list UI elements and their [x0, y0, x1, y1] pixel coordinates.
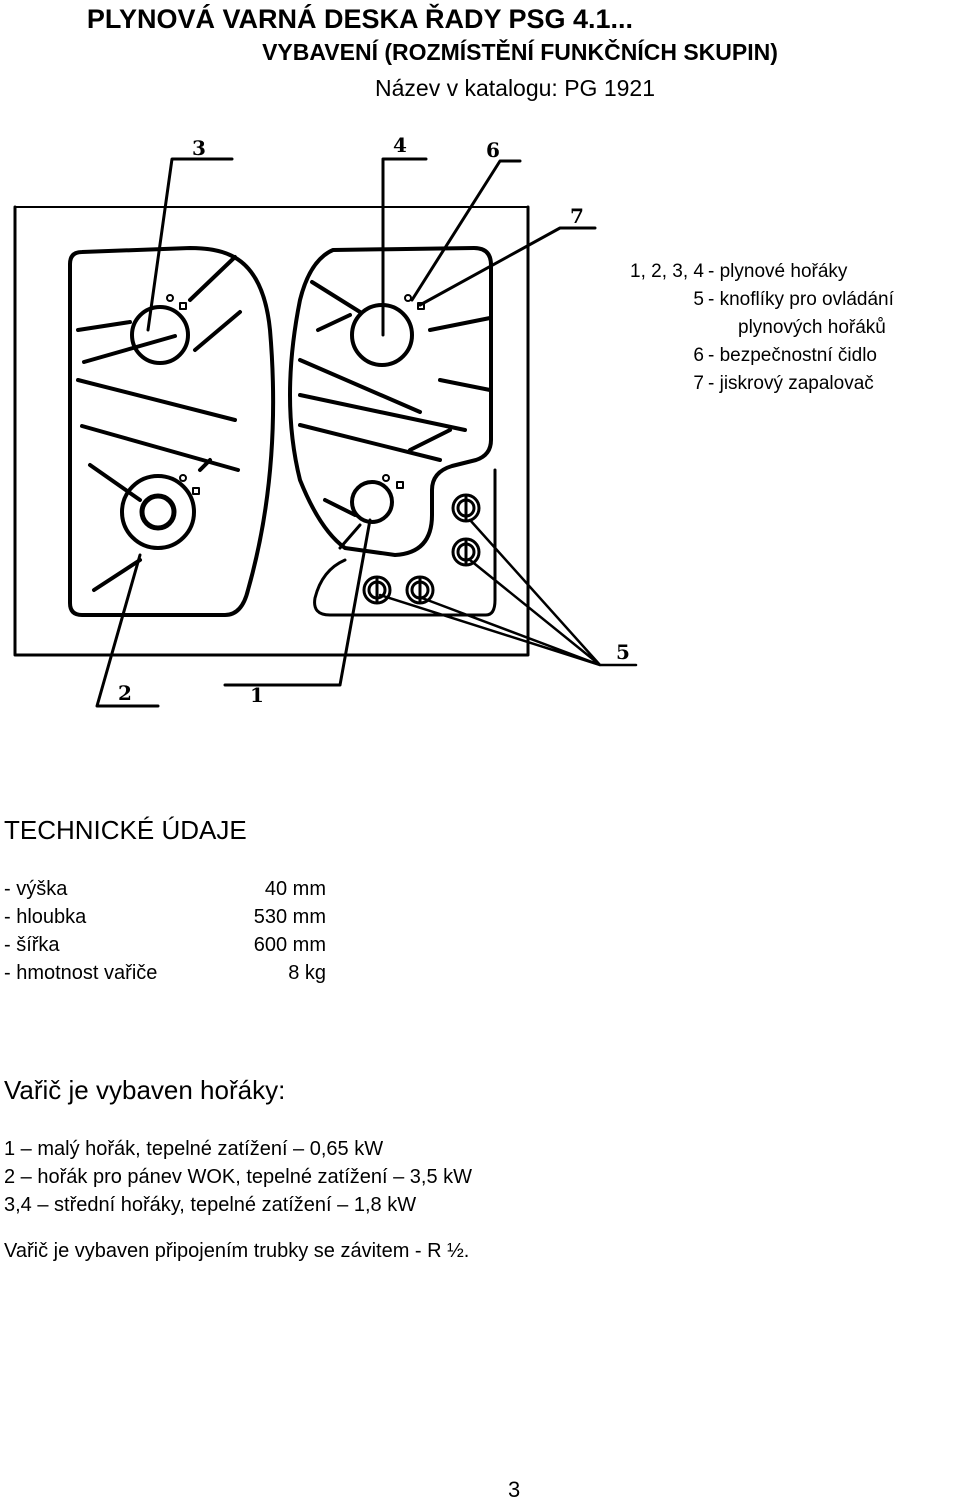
tech-label: - výška	[4, 878, 68, 900]
tech-row	[4, 903, 326, 931]
legend-key: 6	[693, 345, 704, 366]
burners-heading: Vařič je vybaven hořáky:	[4, 1075, 286, 1105]
tech-row	[4, 875, 326, 903]
legend-text: - knoflíky pro ovládání	[708, 289, 894, 310]
legend-key: 5	[693, 289, 704, 310]
callout-4: 4	[393, 133, 407, 157]
burner-3-icon	[132, 307, 188, 363]
knob-icon	[364, 495, 479, 603]
burner-2-wok-icon	[122, 476, 194, 548]
legend-text: - plynové hořáky	[708, 261, 848, 282]
burners-list	[4, 1135, 472, 1219]
legend-key: 1, 2, 3, 4	[630, 261, 704, 282]
legend-row	[612, 258, 894, 286]
callout-7: 7	[570, 204, 584, 228]
callout-3: 3	[192, 136, 206, 160]
legend-row	[612, 314, 894, 342]
tech-row	[4, 959, 326, 987]
title-line-1: PLYNOVÁ VARNÁ DESKA ŘADY PSG 4.1...	[86, 4, 634, 34]
legend-row	[612, 342, 894, 370]
connection-note: Vařič je vybaven připojením trubky se závitem - R ½.	[4, 1240, 470, 1262]
burner-item: 1 – malý hořák, tepelné zatížení – 0,65 kW	[4, 1138, 384, 1160]
callout-6: 6	[486, 138, 500, 162]
title-line-2: VYBAVENÍ (ROZMÍSTĚNÍ FUNKČNÍCH SKUPIN)	[262, 39, 778, 65]
tech-value: 8 kg	[288, 962, 326, 984]
legend-key	[612, 314, 704, 342]
technical-heading: TECHNICKÉ ÚDAJE	[4, 815, 247, 845]
tech-label: - hmotnost vařiče	[4, 962, 158, 984]
technical-table	[4, 875, 326, 987]
legend-text: - bezpečnostní čidlo	[708, 345, 877, 366]
legend-row	[612, 370, 894, 398]
burner-1-icon	[352, 482, 392, 522]
legend-row	[612, 286, 894, 314]
tech-row	[4, 931, 326, 959]
burner-item: 2 – hořák pro pánev WOK, tepelné zatížení – 3,5 kW	[4, 1166, 473, 1188]
legend-text: - jiskrový zapalovač	[708, 373, 874, 394]
callout-5: 5	[616, 640, 630, 664]
legend-key: 7	[693, 373, 704, 394]
burner-item: 3,4 – střední hořáky, tepelné zatížení – 1,8 kW	[4, 1194, 417, 1216]
tech-value: 600 mm	[253, 934, 326, 956]
callout-2: 2	[118, 681, 132, 705]
catalog-name: Název v katalogu: PG 1921	[375, 75, 655, 101]
tech-value: 530 mm	[253, 906, 326, 928]
tech-label: - hloubka	[4, 906, 87, 928]
legend	[612, 258, 894, 398]
callout-1: 1	[250, 683, 264, 707]
tech-value: 40 mm	[264, 878, 326, 900]
hob-diagram	[0, 125, 660, 725]
tech-label: - šířka	[4, 934, 60, 956]
page-number: 3	[508, 1477, 521, 1502]
legend-text: plynových hořáků	[738, 317, 886, 338]
